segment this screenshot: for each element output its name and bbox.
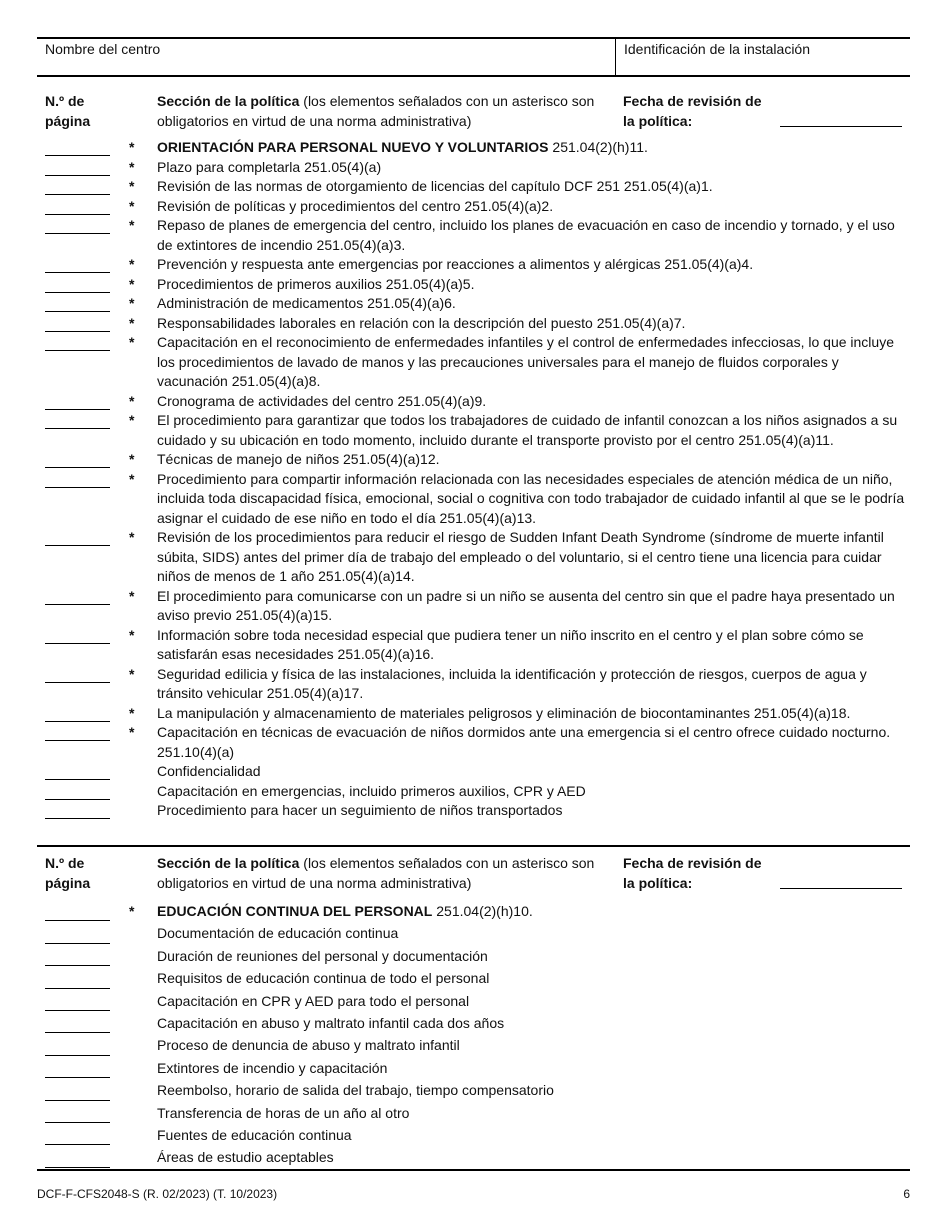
policy-item-description: Revisión de políticas y procedimientos del centro 251.05(4)(a)2. [157,197,554,214]
policy-item-description: Cronograma de actividades del centro 251.05(4)(a)9. [157,392,487,409]
required-asterisk: * [129,139,135,155]
required-asterisk: * [129,724,135,740]
policy-item-text [157,314,905,334]
policy-item-row [37,900,910,922]
policy-item-row [37,528,910,587]
policy-item-text [157,1146,905,1168]
policy-item-description: La manipulación y almacenamiento de materiales peligrosos y eliminación de biocontaminantes 251.05(4)(a)18. [157,704,851,721]
policy-item-text [157,216,905,255]
page-number-blank[interactable] [45,818,110,819]
review-date-header: Fecha de revisión de la política: [623,855,762,891]
policy-item-row [37,723,910,762]
policy-item-text [157,782,905,802]
policy-item-text [157,294,905,314]
form-code: DCF-F-CFS2048-S (R. 02/2023) (T. 10/2023) [37,1187,278,1201]
policy-item-text [157,922,905,944]
policy-item-text [157,197,905,217]
policy-item-row [37,177,910,197]
required-asterisk: * [129,665,135,682]
page-number-header: N.º de página [45,93,91,129]
section-header [37,92,910,138]
policy-item-description: El procedimiento para garantizar que todos los trabajadores de cuidado de infantil conozcan a los niños asignados a su cuidado y su ubicación en todo momento, incluido durante el transporte provisto por el centro 251.05(4)(a)11. [157,412,898,448]
section-divider [37,845,910,847]
policy-item-row [37,294,910,314]
page-number-blank[interactable] [45,1010,110,1011]
policy-item-row [37,922,910,944]
required-asterisk: * [129,295,135,311]
policy-item-row [37,626,910,665]
policy-item-description: Extintores de incendio y capacitación [157,1059,388,1076]
policy-item-row [37,1102,910,1124]
policy-item-text [157,945,905,967]
page-number-blank[interactable] [45,1122,110,1123]
page-number-blank[interactable] [45,428,110,429]
policy-item-description: Revisión de las normas de otorgamiento de licencias del capítulo DCF 251 251.05(4)(a)1. [157,178,713,194]
required-asterisk: * [129,256,135,272]
policy-item-row [37,665,910,704]
required-asterisk: * [129,275,135,292]
page-number: 6 [903,1187,910,1201]
page-number-blank[interactable] [45,643,110,644]
policy-item-row [37,470,910,529]
policy-item-text [157,255,905,275]
page-number-blank[interactable] [45,943,110,944]
policy-item-row [37,1057,910,1079]
policy-item-description: 251.04(2)(h)10. [432,903,533,919]
policy-item-text [157,967,905,989]
policy-item-text [157,450,905,470]
page-number-blank[interactable] [45,1055,110,1056]
policy-item-text [157,333,905,392]
policy-item-row [37,197,910,217]
policy-item-text [157,1012,905,1034]
page-number-blank[interactable] [45,311,110,312]
policy-item-row [37,411,910,450]
policy-item-description: Revisión de los procedimientos para reducir el riesgo de Sudden Infant Death Syndrome (síndrome de muerte infantil súbita, SIDS) antes del primer día de trabajo del empleado o del voluntario, si el centro tiene una licencia para cuidar niños de menos de 1 año 251.05(4)(a)14. [157,529,884,584]
required-asterisk: * [129,178,135,194]
required-asterisk: * [129,903,135,919]
page-number-blank[interactable] [45,988,110,989]
review-date-blank[interactable] [780,126,902,127]
policy-item-description: Plazo para completarla 251.05(4)(a) [157,158,382,175]
policy-item-row [37,138,910,158]
page-number-blank[interactable] [45,331,110,332]
policy-header-note: (los elementos señalados con un asterisco son obligatorios en virtud de una norma administrativa) [157,93,595,129]
policy-item-text [157,1124,905,1146]
page-number-blank[interactable] [45,779,110,780]
policy-item-description: Procedimiento para compartir información relacionada con las necesidades especiales de atención médica de un niño, incluida toda discapacidad física, emocional, social o cognitiva con todo trabajador de cuidado infantil al que se le podría asignar el cuidado de ese niño en todo el día 251.05(4)(a)13. [157,470,905,526]
policy-item-row [37,587,910,626]
policy-item-text [157,1102,905,1124]
policy-item-text [157,762,905,782]
page-number-blank[interactable] [45,409,110,410]
policy-item-row [37,967,910,989]
required-asterisk: * [129,529,135,545]
policy-item-title: EDUCACIÓN CONTINUA DEL PERSONAL [157,903,433,919]
policy-item-row [37,801,910,821]
policy-item-row [37,762,910,782]
policy-item-row [37,1146,910,1168]
page-number-header: N.º de página [45,855,91,891]
continuing-education-section [37,854,910,1169]
policy-item-row [37,450,910,470]
required-asterisk: * [129,158,135,175]
page-number-blank[interactable] [45,292,110,293]
page-number-blank[interactable] [45,233,110,234]
required-asterisk: * [129,451,135,467]
policy-item-description: Seguridad edilicia y física de las instalaciones, incluida la identificación y protección de riesgos, cuerpos de agua y tránsito vehicular 251.05(4)(a)17. [157,665,867,701]
page-number-blank[interactable] [45,487,110,488]
policy-item-row [37,216,910,255]
required-asterisk: * [129,314,135,331]
required-asterisk: * [129,704,135,721]
policy-item-description: Áreas de estudio aceptables [157,1149,334,1166]
page-number-blank[interactable] [45,682,110,683]
policy-item-text [157,723,905,762]
policy-item-text [157,158,905,178]
bottom-divider [37,1169,910,1171]
page-number-blank[interactable] [45,350,110,351]
required-asterisk: * [129,626,135,643]
policy-item-text [157,177,905,197]
orientation-section [37,92,910,821]
policy-header-bold: Sección de la política [157,93,300,109]
policy-item-description: Capacitación en emergencias, incluido primeros auxilios, CPR y AED [157,782,586,799]
required-asterisk: * [129,197,135,214]
policy-item-text [157,900,905,922]
policy-item-row [37,392,910,412]
policy-item-text [157,665,905,704]
policy-item-text [157,626,905,665]
policy-item-text [157,1079,905,1101]
page-number-blank[interactable] [45,1100,110,1101]
required-asterisk: * [129,217,135,233]
policy-item-row [37,1034,910,1056]
page-number-blank[interactable] [45,1032,110,1033]
policy-item-row [37,1124,910,1146]
policy-item-description: Requisitos de educación continua de todo el personal [157,970,490,987]
policy-item-text [157,528,905,587]
policy-item-row [37,782,910,802]
page-number-blank[interactable] [45,1077,110,1078]
page-number-blank[interactable] [45,175,110,176]
policy-header-bold: Sección de la política [157,855,300,871]
policy-item-description: Fuentes de educación continua [157,1127,352,1144]
required-asterisk: * [129,587,135,604]
policy-item-row [37,333,910,392]
page-number-blank[interactable] [45,1144,110,1145]
page-number-blank[interactable] [45,965,110,966]
policy-item-row [37,158,910,178]
policy-item-text [157,470,905,529]
page-number-blank[interactable] [45,155,110,156]
page-number-blank[interactable] [45,740,110,741]
policy-item-description: Prevención y respuesta ante emergencias por reacciones a alimentos y alérgicas 251.05(4)(a)4. [157,256,754,272]
policy-item-description: Confidencialidad [157,763,261,779]
policy-item-row [37,255,910,275]
policy-section-header [157,854,617,893]
facility-id-label: Identificación de la instalación [615,39,919,77]
policy-item-description: Procedimiento para hacer un seguimiento de niños transportados [157,802,563,818]
page-number-blank[interactable] [45,214,110,215]
policy-item-row [37,1079,910,1101]
policy-item-text [157,1057,905,1079]
policy-item-description: 251.04(2)(h)11. [548,139,648,155]
orientation-items [37,138,910,821]
policy-item-row [37,990,910,1012]
policy-item-row [37,1012,910,1034]
policy-item-row [37,314,910,334]
policy-item-description: Transferencia de horas de un año al otro [157,1104,410,1121]
required-asterisk: * [129,412,135,428]
policy-item-description: Administración de medicamentos 251.05(4)(a)6. [157,295,456,311]
review-date-header: Fecha de revisión de la política: [623,93,762,129]
required-asterisk: * [129,470,135,487]
policy-item-description: Proceso de denuncia de abuso y maltrato infantil [157,1037,460,1054]
required-asterisk: * [129,334,135,350]
page-number-blank[interactable] [45,467,110,468]
policy-item-row [37,704,910,724]
policy-item-text [157,801,905,821]
page-number-blank[interactable] [45,920,110,921]
review-date-blank[interactable] [780,888,902,889]
policy-item-description: Capacitación en abuso y maltrato infantil cada dos años [157,1015,505,1032]
section-header [37,854,910,900]
policy-item-description: Responsabilidades laborales en relación con la descripción del puesto 251.05(4)(a)7. [157,314,686,331]
policy-item-description: El procedimiento para comunicarse con un padre si un niño se ausenta del centro sin que el padre haya presentado un aviso previo 251.05(4)(a)15. [157,587,895,623]
policy-item-row [37,945,910,967]
facility-header-row [37,37,910,77]
page-number-blank[interactable] [45,272,110,273]
policy-item-text [157,392,905,412]
policy-item-description: Duración de reuniones del personal y documentación [157,947,488,964]
policy-item-text [157,138,905,158]
policy-item-description: Capacitación en CPR y AED para todo el personal [157,992,470,1009]
policy-item-description: Capacitación en técnicas de evacuación de niños dormidos ante una emergencia si el centro ofrece cuidado nocturno. 251.10(4)(a) [157,724,891,760]
page-number-blank[interactable] [45,545,110,546]
policy-item-description: Reembolso, horario de salida del trabajo, tiempo compensatorio [157,1082,554,1099]
policy-item-text [157,275,905,295]
policy-item-title: ORIENTACIÓN PARA PERSONAL NUEVO Y VOLUNTARIOS [157,139,549,155]
page-number-blank[interactable] [45,1167,110,1168]
policy-item-text [157,411,905,450]
policy-item-text [157,1034,905,1056]
policy-item-description: Técnicas de manejo de niños 251.05(4)(a)12. [157,451,440,467]
policy-item-description: Repaso de planes de emergencia del centro, incluido los planes de evacuación en caso de incendio y tornado, y el uso de extintores de incendio 251.05(4)(a)3. [157,217,895,253]
continuing-education-items [37,900,910,1169]
page-number-blank[interactable] [45,604,110,605]
page-number-blank[interactable] [45,721,110,722]
policy-item-text [157,704,905,724]
policy-section-header [157,92,617,131]
policy-item-description: Información sobre toda necesidad especial que pudiera tener un niño inscrito en el centro y el plan sobre cómo se satisfarán esas necesidades 251.05(4)(a)16. [157,626,864,662]
policy-item-text [157,587,905,626]
page-number-blank[interactable] [45,194,110,195]
page-number-blank[interactable] [45,799,110,800]
policy-item-description: Documentación de educación continua [157,925,399,942]
policy-header-note: (los elementos señalados con un asterisco son obligatorios en virtud de una norma administrativa) [157,855,595,891]
policy-item-row [37,275,910,295]
policy-item-text [157,990,905,1012]
facility-name-label: Nombre del centro [45,41,161,57]
policy-item-description: Capacitación en el reconocimiento de enfermedades infantiles y el control de enfermedades infecciosas, lo que incluye los procedimientos de lavado de manos y las precauciones universales para el manejo de fluidos corporales y vacunación 251.05(4)(a)8. [157,334,894,389]
required-asterisk: * [129,392,135,409]
policy-item-description: Procedimientos de primeros auxilios 251.05(4)(a)5. [157,275,475,292]
